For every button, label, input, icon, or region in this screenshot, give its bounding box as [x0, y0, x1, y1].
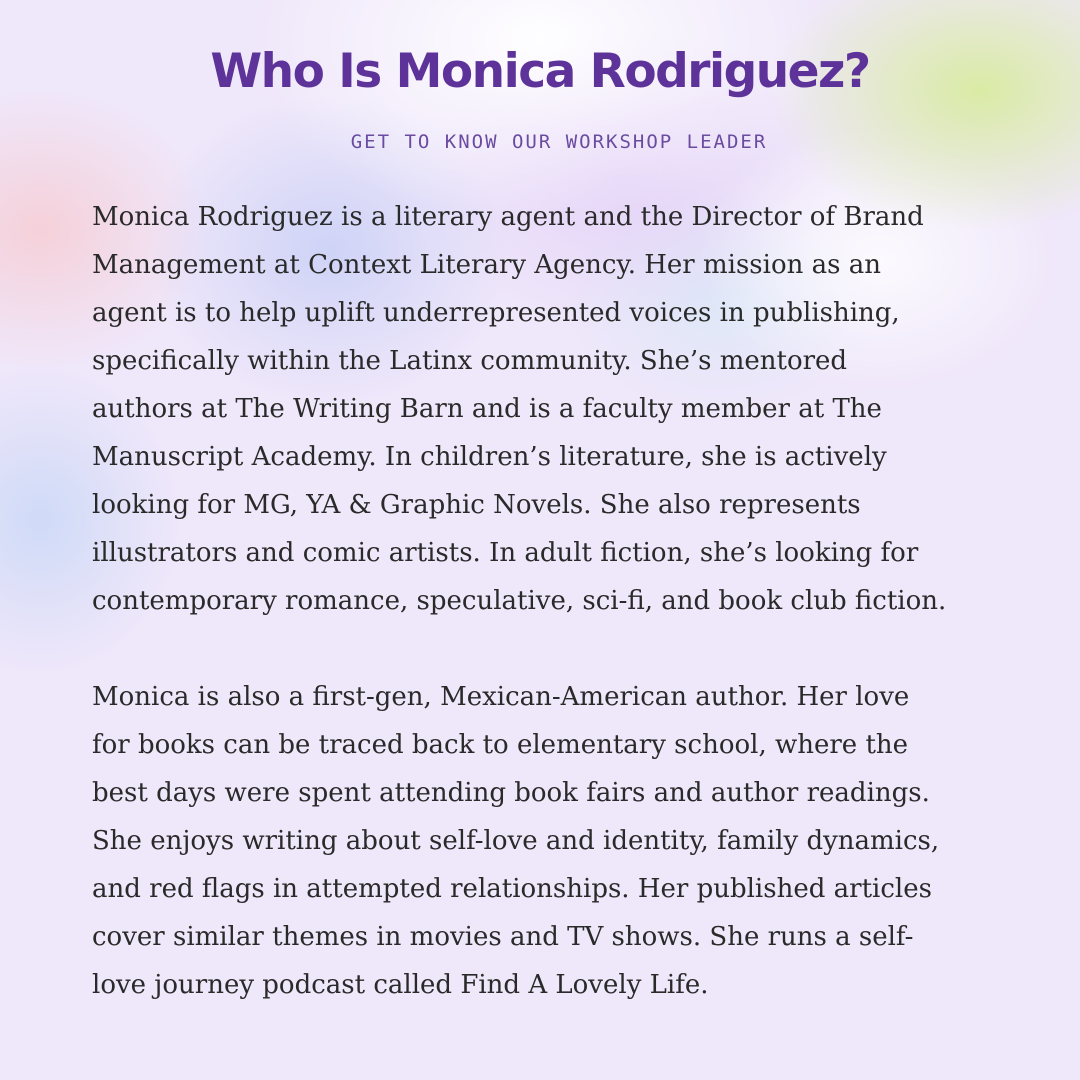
page-subtitle: GET TO KNOW OUR WORKSHOP LEADER: [350, 131, 768, 153]
bio-paragraph-2: Monica is also a first-gen, Mexican-American author. Her love for books can be traced back to elementary school, where the best days were spent attending book fairs and author readings. She enjoys writing about self-love and identity, family dynamics, and red flags in attempted relationships. Her published articles cover similar themes in movies and TV shows. She runs a self- love journey podcast called Find A Lovely Life.: [92, 682, 940, 1000]
bio-body: [92, 193, 992, 1009]
bio-paragraph-1: Monica Rodriguez is a literary agent and the Director of Brand Management at Context Literary Agency. Her mission as an agent is to help uplift underrepresented voices in publishing, specifically within the Latinx community. She’s mentored authors at The Writing Barn and is a faculty member at The Manuscript Academy. In children’s literature, she is actively looking for MG, YA & Graphic Novels. She also represents illustrators and comic artists. In adult fiction, she’s looking for contemporary romance, speculative, sci-fi, and book club fiction.: [92, 202, 947, 616]
page-title: Who Is Monica Rodriguez?: [210, 44, 870, 99]
